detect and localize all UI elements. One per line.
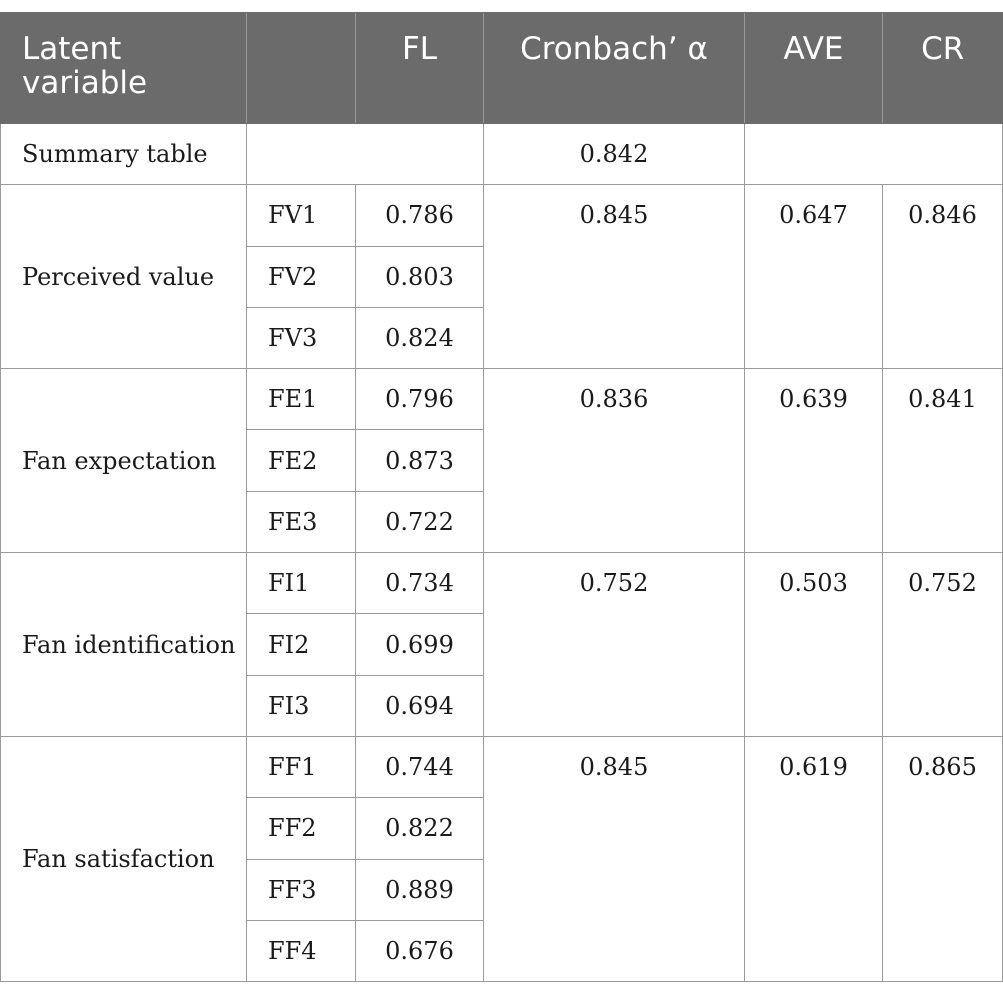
- factor-loading: 0.796: [356, 369, 484, 430]
- item-code: FV1: [247, 185, 356, 246]
- item-code: FI3: [247, 675, 356, 736]
- factor-loading: 0.699: [356, 614, 484, 675]
- latent-variable-fan-identification: Fan identification: [1, 553, 247, 737]
- header-cronbach-alpha: Cronbach’ α: [484, 13, 745, 124]
- cronbach-alpha-value: 0.845: [484, 736, 745, 981]
- table-row: [1, 736, 1003, 797]
- ave-value: 0.647: [745, 185, 883, 369]
- header-fl: FL: [356, 13, 484, 124]
- cr-value: 0.752: [883, 553, 1003, 737]
- ave-value: 0.503: [745, 553, 883, 737]
- factor-loading: 0.722: [356, 491, 484, 552]
- summary-row: [1, 124, 1003, 185]
- table-row: [1, 369, 1003, 430]
- item-code: FF2: [247, 798, 356, 859]
- item-code: FV3: [247, 307, 356, 368]
- cr-value: 0.865: [883, 736, 1003, 981]
- cronbach-alpha-value: 0.752: [484, 553, 745, 737]
- header-ave: AVE: [745, 13, 883, 124]
- table-header: [1, 13, 1003, 124]
- item-code: FE1: [247, 369, 356, 430]
- cr-value: 0.841: [883, 369, 1003, 553]
- item-code: FF3: [247, 859, 356, 920]
- factor-loading: 0.822: [356, 798, 484, 859]
- latent-variable-perceived-value: Perceived value: [1, 185, 247, 369]
- factor-loading: 0.889: [356, 859, 484, 920]
- header-row: [1, 13, 1003, 124]
- summary-empty-cell: [745, 124, 1003, 185]
- cronbach-alpha-value: 0.845: [484, 185, 745, 369]
- table-row: [1, 185, 1003, 246]
- item-code: FE2: [247, 430, 356, 491]
- cr-value: 0.846: [883, 185, 1003, 369]
- factor-loading: 0.873: [356, 430, 484, 491]
- header-latent-variable: Latent variable: [1, 13, 247, 124]
- header-item: [247, 13, 356, 124]
- reliability-table: [0, 12, 1003, 982]
- item-code: FF1: [247, 736, 356, 797]
- table-body: [1, 124, 1003, 982]
- item-code: FI1: [247, 553, 356, 614]
- factor-loading: 0.786: [356, 185, 484, 246]
- table-row: [1, 553, 1003, 614]
- item-code: FV2: [247, 246, 356, 307]
- ave-value: 0.619: [745, 736, 883, 981]
- cronbach-alpha-value: 0.836: [484, 369, 745, 553]
- latent-variable-fan-satisfaction: Fan satisfaction: [1, 736, 247, 981]
- factor-loading: 0.824: [356, 307, 484, 368]
- latent-variable-fan-expectation: Fan expectation: [1, 369, 247, 553]
- header-cr: CR: [883, 13, 1003, 124]
- summary-label: Summary table: [1, 124, 247, 185]
- item-code: FF4: [247, 920, 356, 981]
- factor-loading: 0.694: [356, 675, 484, 736]
- item-code: FI2: [247, 614, 356, 675]
- factor-loading: 0.803: [356, 246, 484, 307]
- ave-value: 0.639: [745, 369, 883, 553]
- factor-loading: 0.744: [356, 736, 484, 797]
- item-code: FE3: [247, 491, 356, 552]
- summary-alpha: 0.842: [484, 124, 745, 185]
- factor-loading: 0.734: [356, 553, 484, 614]
- summary-empty-cell: [247, 124, 484, 185]
- factor-loading: 0.676: [356, 920, 484, 981]
